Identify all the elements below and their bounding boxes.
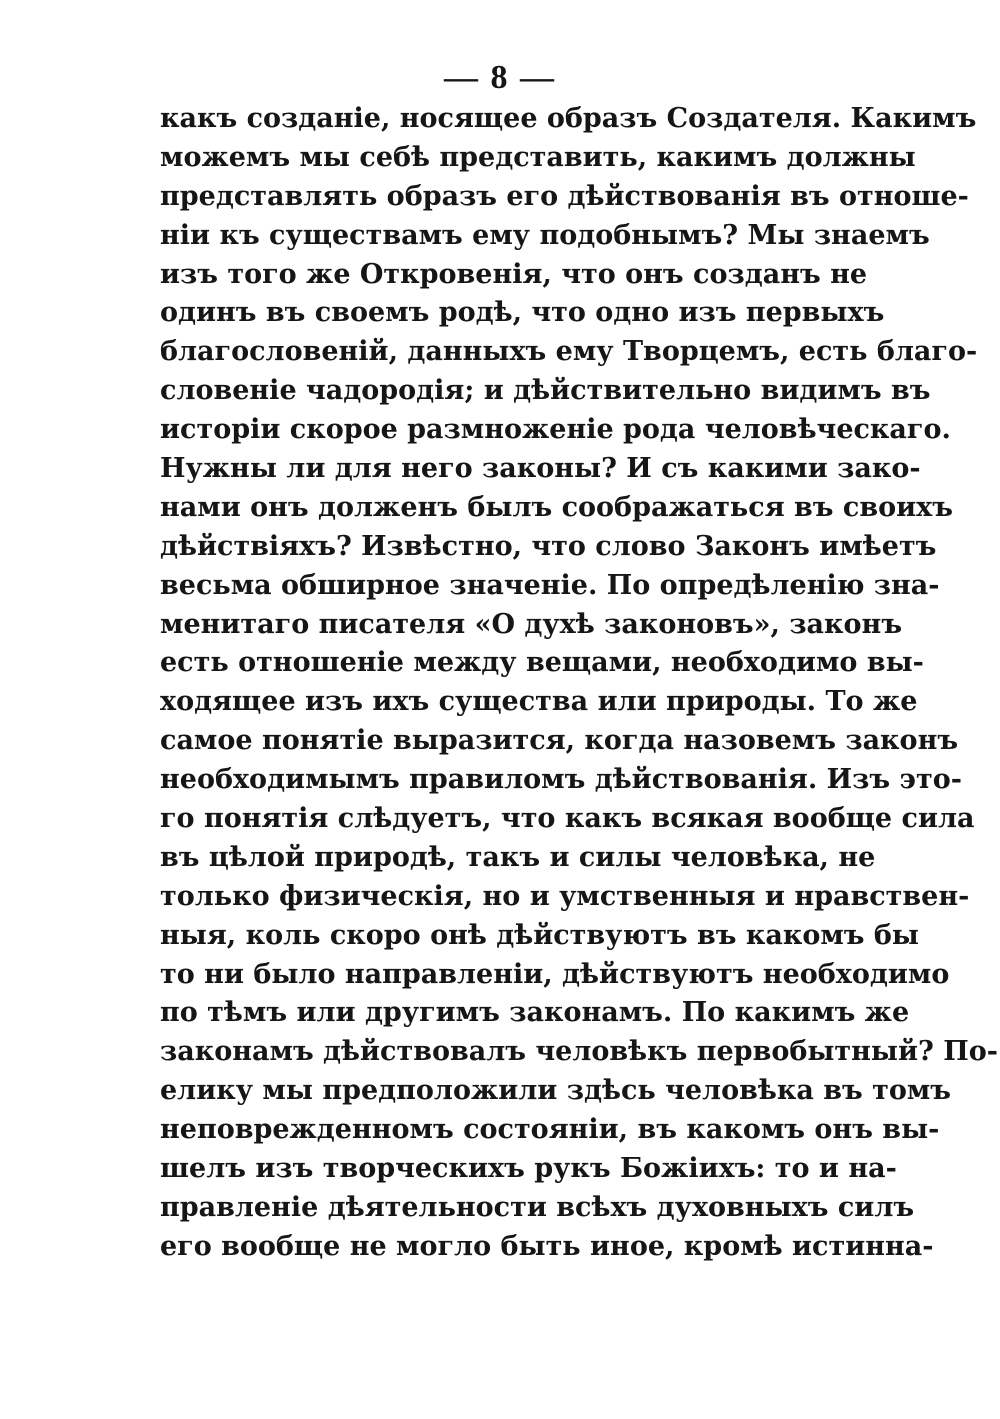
- text-line: исторіи скорое размноженіе рода человѣческаго.: [160, 414, 951, 446]
- text-line: самое понятіе выразится, когда назовемъ законъ: [160, 725, 959, 757]
- text-line: можемъ мы себѣ представить, какимъ должны: [160, 141, 916, 173]
- text-line: неповрежденномъ состояніи, въ какомъ онъ вы-: [160, 1114, 940, 1146]
- text-line: необходимымъ правиломъ дѣйствованія. Изъ это-: [160, 764, 962, 796]
- text-line: ныя, коль скоро онѣ дѣйствуютъ въ какомъ бы: [160, 919, 919, 951]
- text-line: Нужны ли для него законы? И съ какими зако-: [160, 453, 921, 485]
- text-line: ходящее изъ ихъ существа или природы. То же: [160, 686, 918, 718]
- text-line: какъ созданіе, носящее образъ Создателя. Какимъ: [160, 103, 977, 134]
- text-line: то ни было направленіи, дѣйствуютъ необходимо: [160, 958, 950, 990]
- text-line: его вообще не могло быть иное, кромѣ истинна-: [160, 1230, 934, 1262]
- page-body-text: [160, 100, 998, 1267]
- text-line: весьма обширное значеніе. По опредѣленію зна-: [160, 569, 940, 601]
- text-line: представлять образъ его дѣйствованія въ отноше-: [160, 180, 969, 212]
- text-line: шелъ изъ творческихъ рукъ Божіихъ: то и на-: [160, 1153, 897, 1185]
- text-line: только физическія, но и умственныя и нравствен-: [160, 880, 970, 912]
- text-line: изъ того же Откровенія, что онъ созданъ не: [160, 258, 868, 290]
- text-line: законамъ дѣйствовалъ человѣкъ первобытный? По-: [160, 1036, 998, 1068]
- text-line: дѣйствіяхъ? Извѣстно, что слово Законъ имѣетъ: [160, 530, 937, 562]
- text-line: правленіе дѣятельности всѣхъ духовныхъ силъ: [160, 1191, 915, 1223]
- text-line: одинъ въ своемъ родѣ, что одно изъ первыхъ: [160, 297, 885, 329]
- text-line: ніи къ существамъ ему подобнымъ? Мы знаемъ: [160, 219, 930, 251]
- text-line: нами онъ долженъ былъ соображаться въ своихъ: [160, 491, 953, 523]
- text-line: елику мы предположили здѣсь человѣка въ томъ: [160, 1075, 952, 1107]
- text-line: по тѣмъ или другимъ законамъ. По какимъ же: [160, 997, 910, 1029]
- page-number: — 8 —: [444, 59, 556, 96]
- text-line: благословеній, данныхъ ему Творцемъ, есть благо-: [160, 336, 978, 368]
- text-line: есть отношеніе между вещами, необходимо вы-: [160, 647, 924, 679]
- text-line: го понятія слѣдуетъ, что какъ всякая вообще сила: [160, 803, 975, 835]
- text-line: словеніе чадородія; и дѣйствительно видимъ въ: [160, 375, 931, 407]
- text-line: въ цѣлой природѣ, такъ и силы человѣка, не: [160, 841, 876, 873]
- text-line: менитаго писателя «О духѣ законовъ», законъ: [160, 608, 903, 640]
